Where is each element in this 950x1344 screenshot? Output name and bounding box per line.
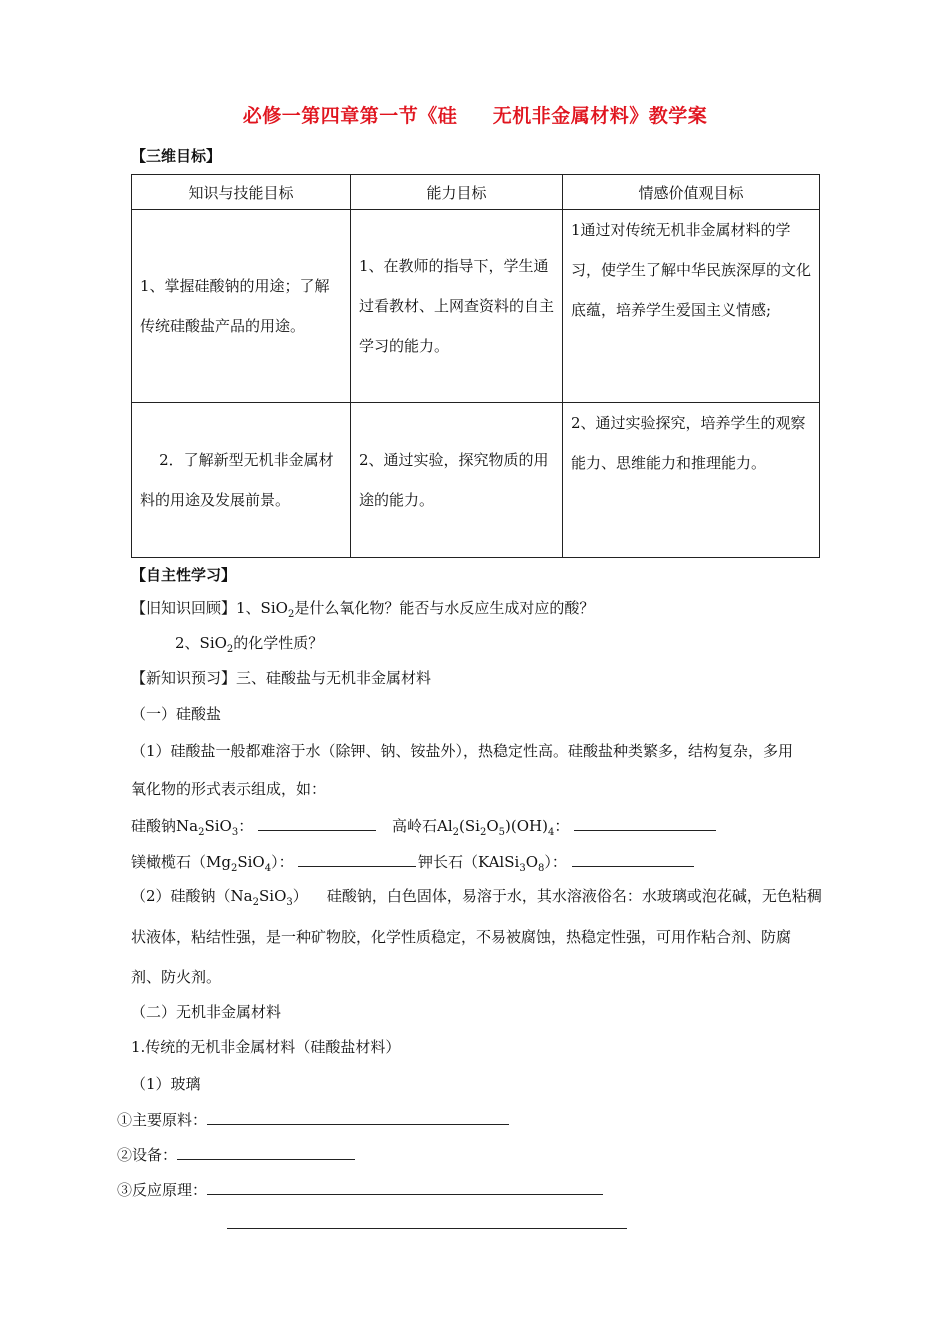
formula-part: 钾长石（KAlSi <box>418 853 520 871</box>
subscript: 2 <box>252 897 259 908</box>
cell-text: 2、通过实验，探究物质的用途的能力。 <box>359 451 549 509</box>
formula-part: ： <box>554 817 570 835</box>
section-self-study-heading: 【自主性学习】 <box>131 566 237 584</box>
header-knowledge: 知识与技能目标 <box>132 175 351 210</box>
preview-line <box>131 667 431 688</box>
table-cell <box>132 210 351 403</box>
preview-label: 【新知识预习】 <box>131 669 237 687</box>
answer-blank-line[interactable] <box>227 1228 627 1229</box>
example-sodium-silicate <box>131 814 376 838</box>
formula-part: 硅酸钠Na <box>131 817 199 835</box>
subscript: 8 <box>538 863 545 874</box>
review-q2-rest: 的化学性质？ <box>233 634 324 652</box>
example-orthoclase <box>418 850 694 874</box>
subscript: 2 <box>226 644 234 655</box>
formula-part: (Si <box>459 817 480 835</box>
review-line-2 <box>175 632 323 655</box>
formula-part: 高岭石Al <box>392 817 453 835</box>
paragraph-2-line-2: 状液体，粘结性强，是一种矿物胶，化学性质稳定，不易被腐蚀，热稳定性强，可用作粘合剂、防腐 <box>131 928 792 946</box>
text-part: （2）硅酸钠（Na <box>131 887 253 905</box>
glass-reaction-principle <box>117 1178 603 1200</box>
item-label: ①主要原料： <box>117 1111 208 1129</box>
subsection-silicate: （一）硅酸盐 <box>131 705 222 723</box>
item-label: ③反应原理： <box>117 1181 208 1199</box>
review-label: 【旧知识回顾】 <box>131 599 237 617</box>
formula-part: SiO <box>204 817 232 835</box>
cell-text: 2．了解新型无机非金属材料的用途及发展前景。 <box>140 451 334 509</box>
subscript: 2 <box>198 827 205 838</box>
traditional-materials-heading: 1.传统的无机非金属材料（硅酸盐材料） <box>131 1038 401 1056</box>
table-cell <box>563 210 820 403</box>
answer-blank[interactable] <box>207 1178 603 1195</box>
subscript: 5 <box>498 827 506 838</box>
answer-blank[interactable] <box>574 814 716 831</box>
table-cell <box>351 210 563 403</box>
goals-table <box>131 174 820 558</box>
formula-part: 镁橄榄石（Mg <box>131 853 231 871</box>
formula-part: ）： <box>544 853 567 871</box>
subsection-inorganic: （二）无机非金属材料 <box>131 1003 282 1021</box>
formula-part: ）： <box>271 853 294 871</box>
paragraph-1-line-1: （1）硅酸盐一般都难溶于水（除钾、钠、铵盐外），热稳定性高。硅酸盐种类繁多，结构复杂，多用 <box>131 742 794 760</box>
example-kaolinite <box>392 814 716 838</box>
text-part: SiO <box>259 887 287 905</box>
glass-heading: （1）玻璃 <box>131 1075 201 1093</box>
preview-text: 三、硅酸盐与无机非金属材料 <box>236 669 432 687</box>
answer-blank[interactable] <box>572 850 694 867</box>
paragraph-1-line-2: 氧化物的形式表示组成，如： <box>131 780 327 798</box>
cell-text: 2、通过实验探究，培养学生的观察能力、思维能力和推理能力。 <box>571 414 806 472</box>
answer-blank[interactable] <box>207 1108 509 1125</box>
formula-part: ： <box>238 817 254 835</box>
text-part: ） 硅酸钠，白色固体，易溶于水，其水溶液俗名：水玻璃或泡花碱，无色粘稠 <box>292 887 822 905</box>
review-q1-rest: 是什么氧化物？能否与水反应生成对应的酸？ <box>294 599 595 617</box>
review-q2: 2、SiO <box>175 634 227 652</box>
subscript: 2 <box>452 827 460 838</box>
answer-blank[interactable] <box>298 850 416 867</box>
paragraph-2-line-1 <box>131 885 822 908</box>
cell-text: 1、掌握硅酸钠的用途；了解传统硅酸盐产品的用途。 <box>140 277 330 335</box>
section-goals-heading: 【三维目标】 <box>131 147 222 165</box>
paragraph-2-line-3: 剂、防火剂。 <box>131 968 222 986</box>
header-emotion: 情感价值观目标 <box>563 175 820 210</box>
review-line-1 <box>131 597 594 620</box>
formula-part: SiO <box>237 853 265 871</box>
formula-part: O <box>525 853 538 871</box>
table-row <box>132 210 820 403</box>
subscript: 4 <box>264 863 272 874</box>
formula-part: O <box>486 817 499 835</box>
table-row <box>132 403 820 558</box>
answer-blank[interactable] <box>258 814 376 831</box>
subscript: 3 <box>286 897 293 908</box>
cell-text: 1、在教师的指导下，学生通过看教材、上网查资料的自主学习的能力。 <box>359 257 555 355</box>
subscript: 3 <box>519 863 526 874</box>
review-q1: 1、SiO <box>236 599 288 617</box>
table-cell <box>351 403 563 558</box>
cell-text: 1通过对传统无机非金属材料的学习，使学生了解中华民族深厚的文化底蕴，培养学生爱国主义情感; <box>571 221 812 319</box>
glass-equipment <box>117 1143 355 1165</box>
subscript: 2 <box>230 863 238 874</box>
answer-blank[interactable] <box>177 1143 355 1160</box>
example-forsterite <box>131 850 416 874</box>
formula-part: )(OH) <box>505 817 548 835</box>
subscript: 2 <box>287 609 295 620</box>
table-header-row <box>132 175 820 210</box>
header-ability: 能力目标 <box>351 175 563 210</box>
subscript: 3 <box>231 827 239 838</box>
glass-raw-materials <box>117 1108 509 1130</box>
subscript: 2 <box>479 827 487 838</box>
subscript: 4 <box>547 827 555 838</box>
table-cell <box>132 403 351 558</box>
table-cell <box>563 403 820 558</box>
item-label: ②设备： <box>117 1146 178 1164</box>
page-title: 必修一第四章第一节《硅 无机非金属材料》教学案 <box>242 105 708 127</box>
